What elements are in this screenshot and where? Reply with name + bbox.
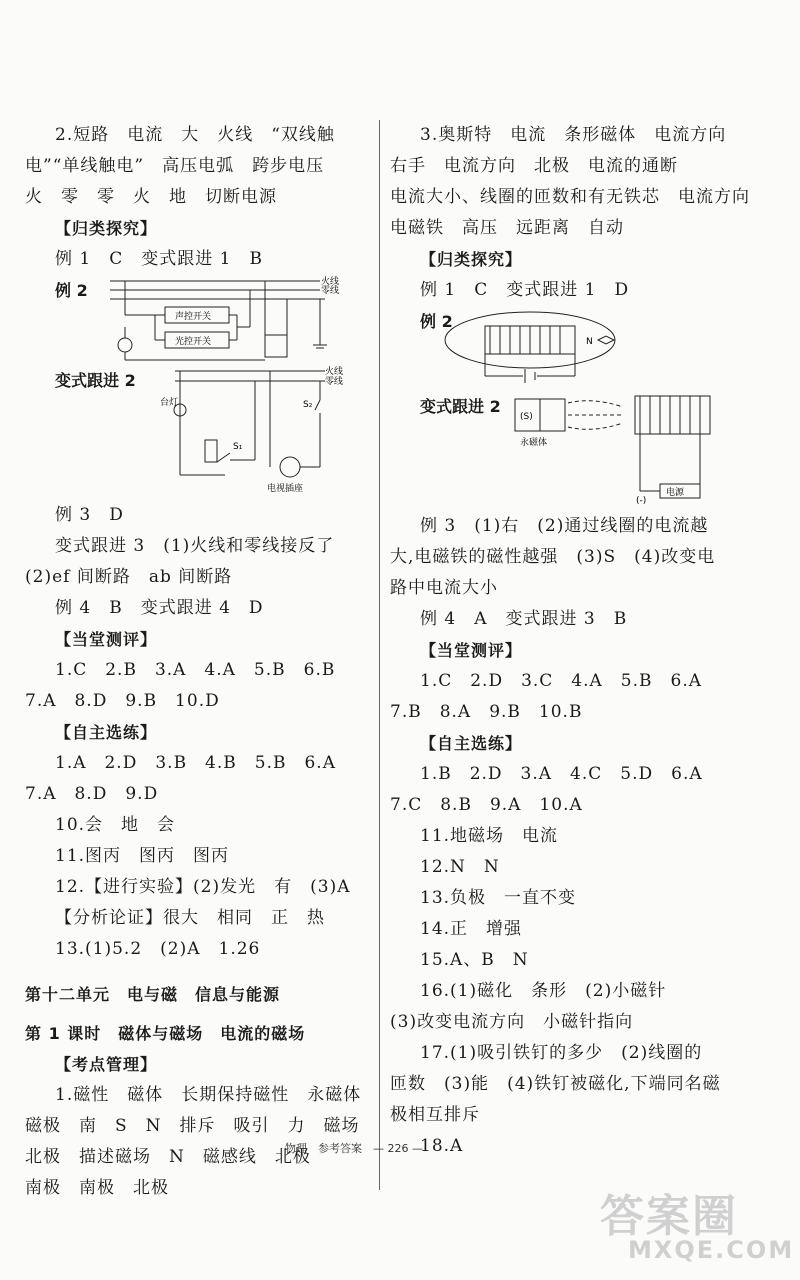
zero-line-label: 零线 bbox=[325, 377, 344, 387]
switch-s2-label: S₂ bbox=[303, 400, 313, 410]
section-heading: 【归类探究】 bbox=[420, 250, 523, 269]
lamp-label: 台灯 bbox=[160, 398, 179, 408]
section-heading: 【自主选练】 bbox=[55, 723, 158, 742]
figure-label: 例 2 bbox=[420, 312, 453, 331]
figure-label: 例 2 bbox=[55, 281, 88, 300]
answer-line: 电”“单线触电” 高压电弧 跨步电压 bbox=[25, 156, 325, 176]
left-example2-figure bbox=[25, 275, 370, 365]
answer-line: 例 1 C 变式跟进 1 B bbox=[55, 249, 263, 269]
switch-s1-label: S₁ bbox=[233, 442, 243, 452]
answer-line: 南极 南极 北极 bbox=[25, 1178, 169, 1198]
section-heading: 【当堂测评】 bbox=[420, 641, 523, 660]
answer-line: 路中电流大小 bbox=[390, 578, 498, 598]
left-variant2-figure bbox=[25, 365, 370, 500]
circuit-diagram bbox=[25, 275, 345, 365]
answer-line: 电磁铁 高压 远距离 自动 bbox=[390, 218, 624, 238]
answer-line: 7.B 8.A 9.B 10.B bbox=[390, 702, 583, 722]
section-heading: 【考点管理】 bbox=[55, 1055, 158, 1074]
fire-line-label: 火线 bbox=[321, 277, 340, 287]
answer-line: 12.N N bbox=[420, 857, 500, 877]
answer-line: 13.负极 一直不变 bbox=[420, 888, 577, 908]
answer-line: 11.图丙 图丙 图丙 bbox=[55, 846, 230, 866]
answer-line: 例 3 D bbox=[55, 505, 124, 525]
permanent-magnet-label: 永磁体 bbox=[520, 438, 548, 448]
answer-line: 7.A 8.D 9.D bbox=[25, 784, 159, 804]
right-example2-figure bbox=[390, 306, 790, 391]
unit-title: 第十二单元 电与磁 信息与能源 bbox=[25, 985, 281, 1004]
magnet-s-label: (S) bbox=[520, 412, 533, 422]
answer-line: 16.(1)磁化 条形 (2)小磁针 bbox=[420, 981, 667, 1001]
watermark-url: MXQE.COM bbox=[628, 1236, 795, 1264]
answer-line: 1.磁性 磁体 长期保持磁性 永磁体 bbox=[55, 1085, 362, 1105]
power-supply-label: 电源 bbox=[666, 488, 685, 498]
answer-line: (3)改变电流方向 小磁针指向 bbox=[390, 1012, 634, 1032]
answer-line: 11.地磁场 电流 bbox=[420, 826, 559, 846]
answer-line: 2.短路 电流 大 火线 “双线触 bbox=[55, 125, 335, 145]
column-divider bbox=[379, 120, 380, 1190]
answer-line: 变式跟进 3 (1)火线和零线接反了 bbox=[55, 536, 335, 556]
answer-line: 17.(1)吸引铁钉的多少 (2)线圈的 bbox=[420, 1043, 703, 1063]
lesson-title: 第 1 课时 磁体与磁场 电流的磁场 bbox=[25, 1024, 306, 1043]
answer-line: 10.会 地 会 bbox=[55, 815, 176, 835]
left-column bbox=[25, 120, 370, 1204]
answer-line: 1.A 2.D 3.B 4.B 5.B 6.A bbox=[55, 753, 336, 773]
section-heading: 【自主选练】 bbox=[420, 734, 523, 753]
answer-line: 15.A、B N bbox=[420, 950, 529, 970]
negative-terminal-label: (-) bbox=[636, 496, 647, 506]
answer-line: 例 4 B 变式跟进 4 D bbox=[55, 598, 264, 618]
answer-line: 右手 电流方向 北极 电流的通断 bbox=[390, 156, 678, 176]
answer-line: 火 零 零 火 地 切断电源 bbox=[25, 187, 277, 207]
answer-line: 电流大小、线圈的匝数和有无铁芯 电流方向 bbox=[390, 187, 750, 207]
answer-line: 7.C 8.B 9.A 10.A bbox=[390, 795, 583, 815]
answer-line: 13.(1)5.2 (2)A 1.26 bbox=[55, 939, 261, 959]
north-pole-label: N bbox=[586, 337, 593, 347]
zero-line-label: 零线 bbox=[321, 286, 340, 296]
section-heading: 【归类探究】 bbox=[55, 219, 158, 238]
answer-line: 1.B 2.D 3.A 4.C 5.D 6.A bbox=[420, 764, 703, 784]
answer-line: 例 3 (1)右 (2)通过线圈的电流越 bbox=[420, 516, 709, 536]
tv-socket-label: 电视插座 bbox=[267, 484, 304, 494]
answer-line: 12.【进行实验】(2)发光 有 (3)A bbox=[55, 877, 351, 897]
answer-line: 1.C 2.D 3.C 4.A 5.B 6.A bbox=[420, 671, 703, 691]
figure-label: 变式跟进 2 bbox=[55, 371, 136, 390]
solenoid-diagram bbox=[390, 306, 720, 391]
answer-line: 极相互排斥 bbox=[390, 1105, 480, 1125]
answer-line: 14.正 增强 bbox=[420, 919, 523, 939]
answer-line: 例 4 A 变式跟进 3 B bbox=[420, 609, 628, 629]
answer-line: 北极 描述磁场 N 磁感线 北极 bbox=[25, 1147, 311, 1167]
figure-label: 变式跟进 2 bbox=[420, 397, 501, 416]
answer-line: 18.A bbox=[420, 1136, 464, 1156]
answer-line: 3.奥斯特 电流 条形磁体 电流方向 bbox=[420, 125, 727, 145]
answer-line: 匝数 (3)能 (4)铁钉被磁化,下端同名磁 bbox=[390, 1074, 721, 1094]
answer-line: 1.C 2.B 3.A 4.A 5.B 6.B bbox=[55, 660, 336, 680]
answer-line: 磁极 南 S N 排斥 吸引 力 磁场 bbox=[25, 1116, 360, 1136]
right-variant2-figure bbox=[390, 391, 790, 511]
electromagnet-diagram bbox=[390, 391, 720, 511]
socket-circuit-diagram bbox=[25, 365, 345, 500]
section-heading: 【当堂测评】 bbox=[55, 630, 158, 649]
answer-line: 7.A 8.D 9.B 10.D bbox=[25, 691, 220, 711]
page-footer: 物理 参考答案 — 226 — bbox=[285, 1142, 423, 1155]
answer-line: 例 1 C 变式跟进 1 D bbox=[420, 280, 630, 300]
answer-line: 【分析论证】很大 相同 正 热 bbox=[55, 908, 325, 928]
answer-line: 大,电磁铁的磁性越强 (3)S (4)改变电 bbox=[390, 547, 716, 567]
watermark-logo: 答案圈 bbox=[600, 1191, 738, 1242]
fire-line-label: 火线 bbox=[325, 367, 344, 377]
sound-switch-label: 声控开关 bbox=[175, 312, 212, 322]
light-switch-label: 光控开关 bbox=[175, 337, 212, 347]
right-column bbox=[390, 120, 790, 1162]
answer-line: (2)ef 间断路 ab 间断路 bbox=[25, 567, 233, 587]
